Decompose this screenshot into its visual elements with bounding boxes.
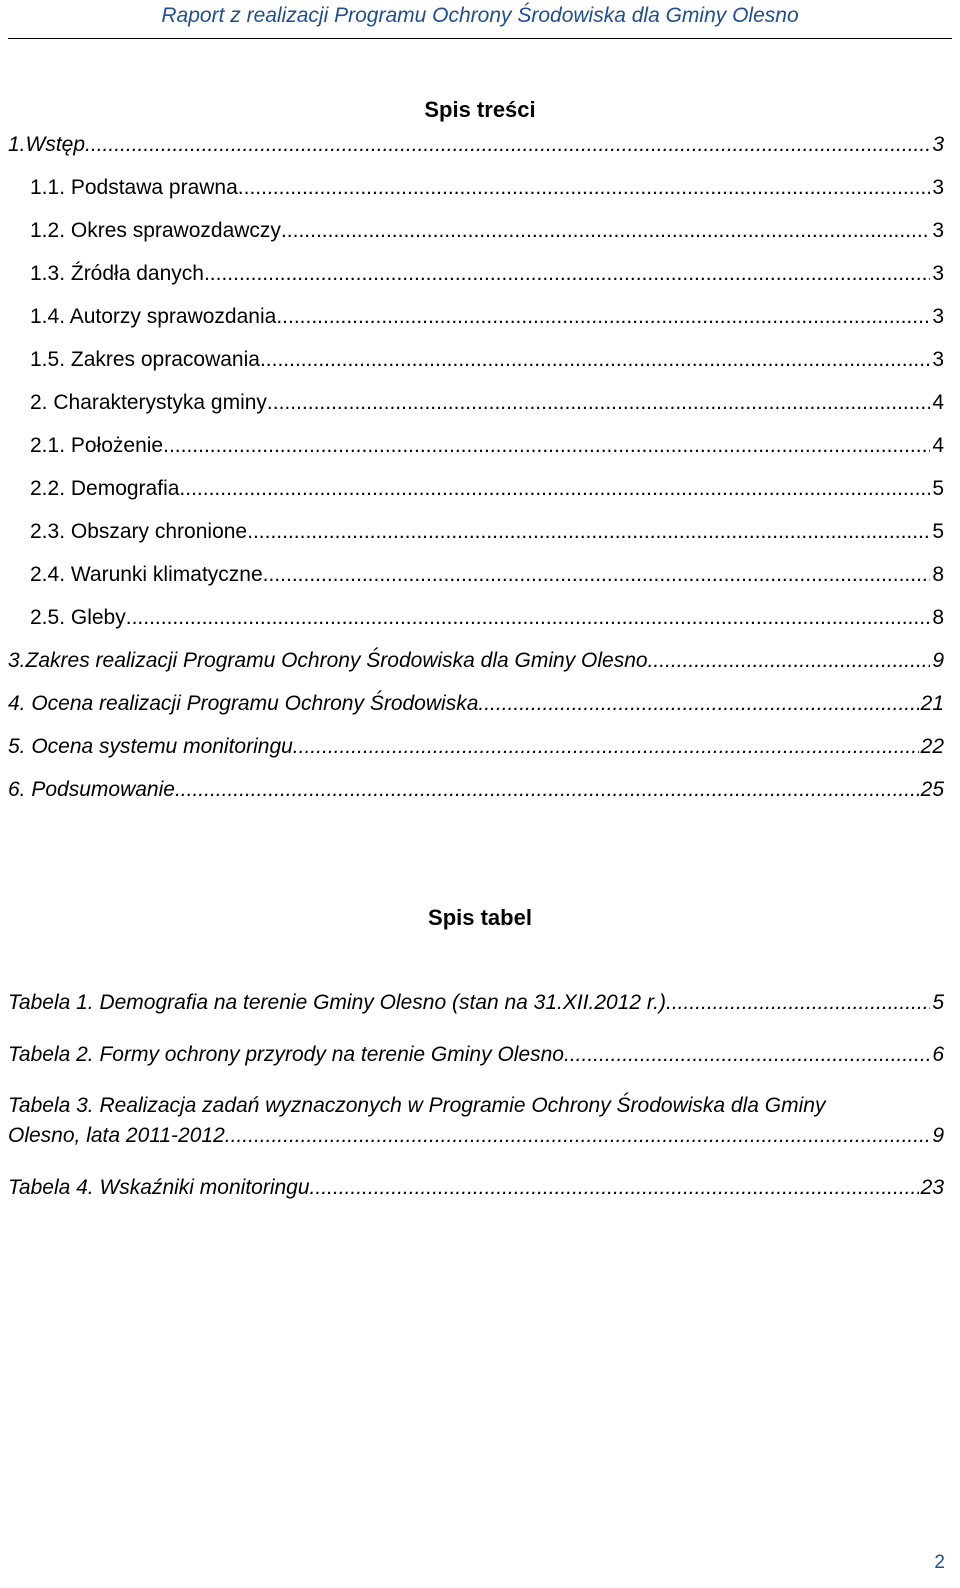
toc-leader [267, 390, 930, 416]
table-entry[interactable] [8, 1042, 944, 1068]
toc-entry-label: 2.1. Położenie [30, 434, 164, 457]
toc-entry-page: 4 [932, 434, 944, 457]
toc-entry-page: 3 [932, 176, 944, 199]
toc-leader [310, 1175, 919, 1201]
toc-entry-page: 3 [932, 219, 944, 242]
toc-entry-label: 2.5. Gleby [30, 606, 126, 629]
toc-entry[interactable] [8, 691, 944, 717]
toc-entry-label: 1.5. Zakres opracowania [30, 348, 260, 371]
header-rule [8, 38, 952, 39]
toc-leader [179, 476, 930, 502]
toc-entry[interactable] [30, 261, 944, 287]
toc-leader [299, 734, 919, 760]
table-entry-label: Olesno, lata 2011-2012. [8, 1124, 231, 1147]
toc-entry-label: 6. Podsumowanie [8, 778, 175, 801]
toc-entry-label: 2. Charakterystyka gminy [30, 391, 267, 414]
table-entry[interactable] [8, 1175, 944, 1201]
table-entry-label-line1[interactable]: Tabela 3. Realizacja zadań wyznaczonych w Programie Ochrony Środowiska dla Gminy [8, 1094, 826, 1117]
table-entry-page: 6 [932, 1043, 944, 1066]
table-entry-page: 9 [932, 1124, 944, 1147]
table-entry-label: Tabela 2. Formy ochrony przyrody na terenie Gminy Olesno. [8, 1043, 570, 1066]
toc-leader [276, 304, 930, 330]
toc-leader [672, 990, 931, 1016]
toc-entry[interactable] [30, 562, 944, 588]
toc-leader [263, 562, 931, 588]
table-entry[interactable] [8, 990, 944, 1016]
toc-leader [204, 261, 930, 287]
toc-entry[interactable] [30, 476, 944, 502]
toc-entry-page: 21 [920, 692, 944, 715]
toc-entry[interactable] [30, 175, 944, 201]
toc-leader [247, 519, 930, 545]
toc-entry-label: 2.2. Demografia [30, 477, 180, 500]
toc-leader [85, 132, 930, 158]
table-entry-page: 23 [920, 1176, 944, 1199]
toc-entry[interactable] [8, 734, 944, 760]
toc-entry[interactable] [30, 433, 944, 459]
toc-entry[interactable] [30, 347, 944, 373]
toc-entry[interactable] [30, 390, 944, 416]
toc-heading: Spis treści [424, 97, 536, 122]
toc-leader [231, 1123, 931, 1149]
toc-entry-page: 5 [932, 520, 944, 543]
toc-entry-label: 3.Zakres realizacji Programu Ochrony Środowiska dla Gminy Olesno. [8, 649, 654, 672]
toc-entry-label: 1.1. Podstawa prawna [30, 176, 238, 199]
table-entry-page: 5 [932, 991, 944, 1014]
toc-entry-page: 8 [932, 563, 944, 586]
toc-entry-label: 5. Ocena systemu monitoringu. [8, 735, 299, 758]
toc-entry[interactable] [8, 777, 944, 803]
toc-entry-label: 4. Ocena realizacji Programu Ochrony Środowiska. [8, 692, 485, 715]
toc-entry[interactable] [30, 605, 944, 631]
toc-entry-page: 3 [932, 133, 944, 156]
toc-entry-page: 9 [932, 649, 944, 672]
toc-entry[interactable] [30, 218, 944, 244]
table-entry-label: Tabela 4. Wskaźniki monitoringu [8, 1176, 310, 1199]
toc-leader [570, 1042, 931, 1068]
toc-entry[interactable] [30, 304, 944, 330]
running-header: Raport z realizacji Programu Ochrony Środowiska dla Gminy Olesno [161, 4, 799, 27]
toc-leader [653, 648, 930, 674]
table-entry-label: Tabela 1. Demografia na terenie Gminy Olesno (stan na 31.XII.2012 r.). [8, 991, 672, 1014]
toc-leader [484, 691, 918, 717]
toc-entry-page: 25 [920, 778, 944, 801]
toc-entry-page: 4 [932, 391, 944, 414]
toc-entry-page: 3 [932, 348, 944, 371]
toc-entry-page: 5 [932, 477, 944, 500]
toc-leader [175, 777, 919, 803]
toc-entry-label: 2.4. Warunki klimatyczne [30, 563, 263, 586]
toc-entry[interactable] [30, 519, 944, 545]
toc-entry-label: 1.4. Autorzy sprawozdania [30, 305, 277, 328]
toc-leader [238, 175, 931, 201]
table-entry[interactable] [8, 1123, 944, 1149]
toc-entry-page: 3 [932, 305, 944, 328]
toc-leader [281, 218, 930, 244]
toc-entry[interactable] [8, 132, 944, 158]
tables-heading: Spis tabel [428, 905, 532, 930]
toc-leader [260, 347, 930, 373]
toc-entry-page: 3 [932, 262, 944, 285]
toc-entry-label: 2.3. Obszary chronione [30, 520, 248, 543]
toc-entry-label: 1.2. Okres sprawozdawczy [30, 219, 281, 242]
toc-leader [163, 433, 930, 459]
toc-leader [126, 605, 931, 631]
toc-entry-label: 1.Wstęp [8, 133, 86, 156]
page-number: 2 [934, 1552, 945, 1573]
toc-entry-label: 1.3. Źródła danych [30, 262, 204, 285]
toc-entry-page: 8 [932, 606, 944, 629]
toc-entry-page: 22 [920, 735, 944, 758]
toc-entry[interactable] [8, 648, 944, 674]
